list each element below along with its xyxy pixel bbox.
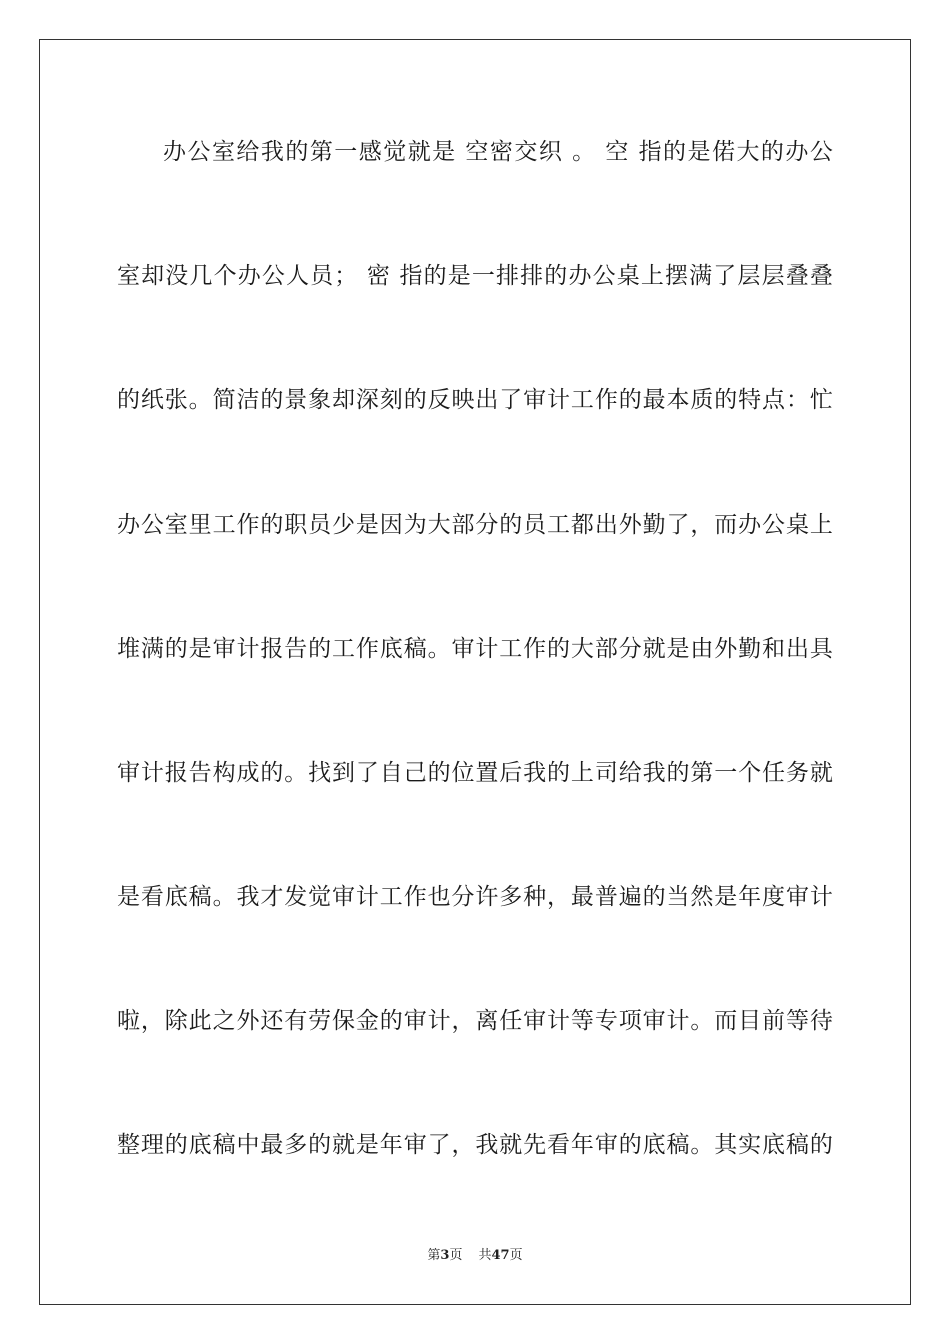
footer-page-number: 3: [440, 1248, 450, 1263]
page-footer: [0, 1247, 950, 1265]
footer-total-prefix: 共: [478, 1248, 492, 1263]
body-line-4: 办 公 室 里 工 作 的 职 员 少 是 因 为 大 部 分 的 员 工 都 出 外 勤 了 ， 而 办 公 桌 上: [117, 512, 833, 538]
footer-total-suffix: 页: [509, 1248, 523, 1263]
body-line-6: 审 计 报 告 构 成 的 。 找 到 了 自 己 的 位 置 后 我 的 上 司 给 我 的 第 一 个 任 务 就: [117, 760, 833, 786]
body-line-7: 是 看 底 稿 。 我 才 发 觉 审 计 工 作 也 分 许 多 种 ， 最 普 遍 的 当 然 是 年 度 审 计: [117, 884, 833, 910]
body-line-8: 啦 ， 除 此 之 外 还 有 劳 保 金 的 审 计 ， 离 任 审 计 等 专 项 审 计 。 而 目 前 等 待: [117, 1008, 833, 1034]
body-line-3: 的 纸 张 。 简 洁 的 景 象 却 深 刻 的 反 映 出 了 审 计 工 作 的 最 本 质 的 特 点 ： 忙: [117, 387, 833, 413]
body-line-5: 堆 满 的 是 审 计 报 告 的 工 作 底 稿 。 审 计 工 作 的 大 部 分 就 是 由 外 勤 和 出 具: [117, 636, 833, 662]
body-line-2: 室 却 没 几 个 办 公 人 员 ； 密 指 的 是 一 排 排 的 办 公 桌 上 摆 满 了 层 层 叠 叠: [117, 263, 833, 289]
body-line-1: 办 公 室 给 我 的 第 一 感 觉 就 是 空 密 交 织 。 空 指 的 是 偌 大 的 办 公: [163, 139, 833, 165]
footer-total-pages: 47: [491, 1248, 510, 1263]
page-border: [39, 39, 911, 1305]
footer-page-prefix: 第: [427, 1248, 441, 1263]
body-line-9: 整 理 的 底 稿 中 最 多 的 就 是 年 审 了 ， 我 就 先 看 年 审 的 底 稿 。 其 实 底 稿 的: [117, 1132, 833, 1158]
footer-page-suffix: 页: [449, 1248, 463, 1263]
